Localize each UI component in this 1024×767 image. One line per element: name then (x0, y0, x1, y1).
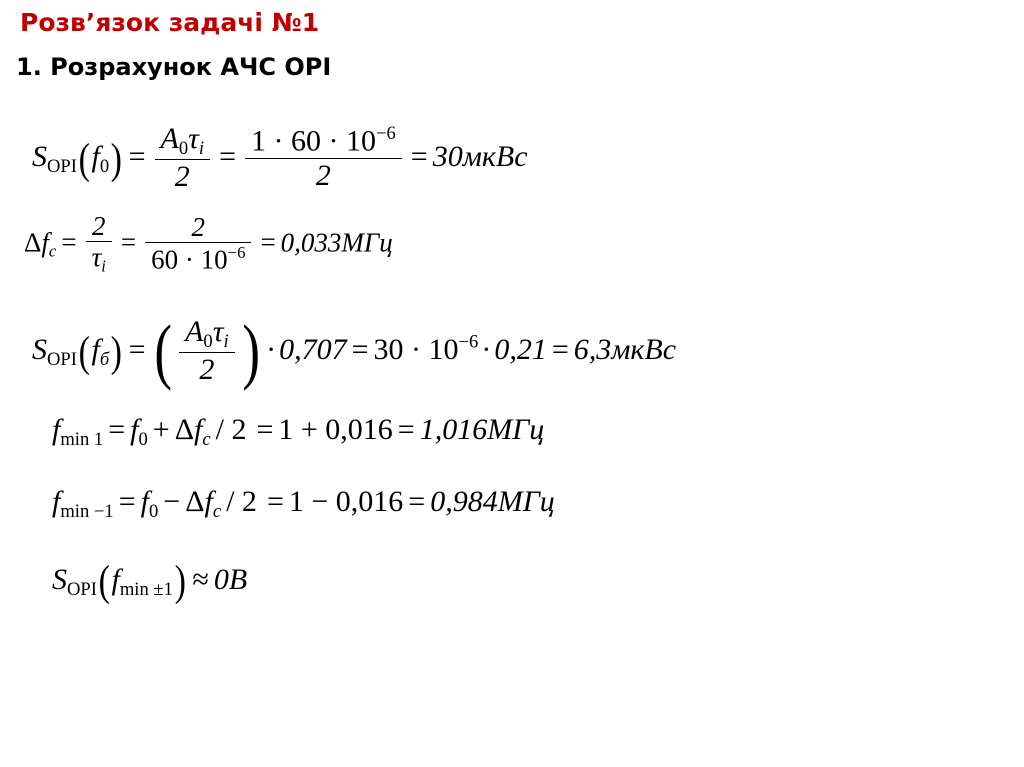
equation-5 (52, 487, 555, 522)
eq5-equals-2: = (266, 485, 284, 518)
eq3-equals-3: = (551, 333, 569, 367)
eq1-fraction-1 (155, 121, 211, 194)
eq3-arg-sub: б (99, 349, 110, 371)
eq6-result: 0 (213, 563, 229, 596)
paren-open-icon: ( (98, 557, 110, 606)
eq3-fraction-1 (179, 314, 235, 387)
eq1-num-A: A (160, 121, 179, 155)
eq2-den-tau: τ (91, 241, 102, 272)
eq3-equals-1: = (128, 333, 146, 367)
eq2-num-2: 2 (145, 214, 251, 243)
eq4-lhs-sub: min 1 (60, 428, 104, 450)
eq1-den-2: 2 (315, 158, 331, 192)
eq1-lhs-symbol: S (32, 140, 47, 174)
equation-1 (32, 121, 528, 194)
eq2-num-1: 2 (86, 213, 112, 242)
equation-2 (24, 210, 393, 276)
eq1-result-unit: мкВс (462, 140, 528, 174)
eq5-rhs-sub: 0 (148, 500, 159, 522)
big-paren-close-icon: ) (242, 310, 260, 392)
eq3-result-unit: мкВс (611, 333, 677, 367)
eq3-mid-1-exp: −6 (458, 331, 479, 353)
eq6-lhs-symbol: S (52, 563, 67, 596)
eq6-arg: f (111, 563, 120, 596)
eq3-result: 6,3 (573, 333, 612, 367)
eq3-num-A-sub: 0 (203, 330, 213, 352)
eq1-fraction-2 (245, 125, 402, 191)
eq4-step-1: 1 + 0,016 (278, 413, 393, 446)
eq1-equals-2: = (219, 140, 236, 174)
eq6-lhs-sub: ОРІ (67, 578, 97, 600)
eq3-mid-2: 0,21 (494, 333, 547, 367)
eq2-fraction-1 (86, 210, 112, 275)
eq4-result-unit: МГц (487, 413, 545, 446)
eq1-equals-3: = (410, 140, 428, 174)
eq5-result: 0,984 (430, 485, 498, 518)
big-paren-open-icon: ( (154, 310, 172, 392)
eq1-arg-sub: 0 (99, 156, 110, 178)
eq4-result: 1,016 (419, 413, 488, 446)
paren-close-icon: ) (110, 327, 123, 376)
paren-close-icon: ) (110, 134, 123, 183)
eq1-num-A-sub: 0 (178, 137, 189, 159)
eq3-lhs-sub: ОРІ (47, 349, 77, 371)
eq5-delta-sub: с (212, 500, 222, 522)
eq2-lhs-symbol: f (41, 227, 49, 258)
eq2-result-unit: МГц (341, 227, 393, 258)
eq3-equals-2: = (351, 333, 369, 367)
eq2-fraction-2 (145, 214, 251, 273)
eq1-num-tau-sub: i (198, 137, 205, 159)
eq5-lhs-sub: min −1 (60, 500, 114, 522)
eq3-dot-1: · (266, 333, 277, 367)
eq4-equals-1: = (108, 413, 126, 446)
eq4-rhs-symbol: f (130, 413, 139, 446)
eq3-factor: 0,707 (279, 333, 347, 367)
eq2-lhs-sub: с (48, 241, 57, 261)
equation-4 (52, 415, 544, 450)
eq3-num-tau: τ (212, 314, 224, 348)
eq1-num-2: 1 · 60 · 10 (251, 124, 376, 158)
eq4-delta-symbol: f (194, 413, 203, 446)
eq5-divisor: / 2 (226, 485, 257, 518)
eq5-step-1: 1 − 0,016 (288, 485, 404, 518)
eq1-num-tau: τ (188, 121, 199, 155)
paren-open-icon: ( (78, 327, 90, 376)
eq3-num-tau-sub: i (223, 330, 229, 352)
eq5-lhs-symbol: f (52, 485, 61, 518)
eq4-divisor: / 2 (215, 413, 247, 446)
eq4-equals-2: = (256, 413, 274, 446)
section-heading: 1. Розрахунок АЧС ОРІ (16, 53, 332, 81)
eq2-den-2-exp: −6 (227, 243, 246, 263)
eq4-plus: + (152, 413, 170, 446)
eq1-den-1: 2 (174, 160, 190, 194)
eq2-den-tau-sub: i (101, 256, 106, 275)
eq4-lhs-symbol: f (52, 413, 61, 446)
eq2-equals-2: = (120, 227, 137, 258)
eq6-arg-sub: min ±1 (119, 578, 173, 600)
eq5-equals-3: = (408, 485, 426, 518)
eq4-delta-sub: с (202, 428, 211, 450)
eq3-den-1: 2 (199, 353, 215, 387)
eq1-equals-1: = (128, 140, 146, 174)
eq5-equals-1: = (118, 485, 136, 518)
eq2-equals-1: = (61, 227, 77, 258)
eq5-rhs-symbol: f (140, 485, 149, 518)
eq3-dot-2: · (481, 333, 492, 367)
page-title: Розв’язок задачі №1 (20, 8, 320, 37)
paren-close-icon: ) (174, 557, 186, 606)
eq6-approx: ≈ (192, 563, 209, 596)
eq6-result-unit: В (228, 563, 248, 596)
eq3-mid-1: 30 · 10 (373, 333, 459, 367)
equation-3 (32, 310, 677, 392)
eq4-delta-icon: Δ (174, 413, 194, 446)
eq1-lhs-sub: ОРІ (47, 156, 77, 178)
eq5-result-unit: МГц (497, 485, 555, 518)
eq1-arg: f (91, 140, 100, 174)
paren-open-icon: ( (78, 134, 90, 183)
eq3-lhs-symbol: S (32, 333, 47, 367)
eq2-den-2: 60 · 10 (151, 244, 228, 275)
eq5-delta-icon: Δ (185, 485, 205, 518)
eq1-num-2-exp: −6 (375, 123, 396, 144)
eq2-result: 0,033 (280, 227, 342, 258)
eq5-delta-symbol: f (204, 485, 213, 518)
eq5-minus: − (163, 485, 181, 518)
eq1-result: 30 (432, 140, 463, 174)
eq2-delta-icon: Δ (24, 227, 42, 258)
eq4-equals-3: = (397, 413, 415, 446)
eq4-rhs-sub: 0 (138, 428, 148, 450)
eq3-arg: f (91, 333, 100, 367)
equation-6 (52, 557, 248, 606)
eq3-num-A: A (185, 314, 204, 348)
eq2-equals-3: = (260, 227, 276, 258)
